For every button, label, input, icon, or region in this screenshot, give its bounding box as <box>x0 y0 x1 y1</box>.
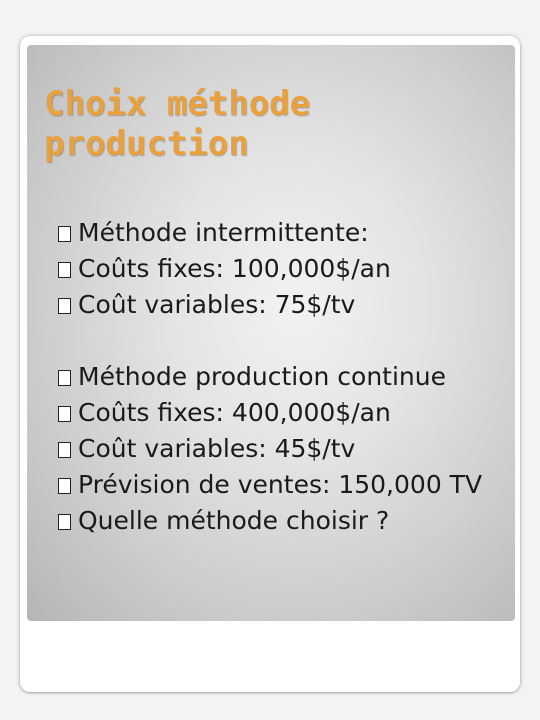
square-bullet-icon <box>58 226 71 242</box>
bullet-text: Coûts fixes: 400,000$/an <box>78 398 391 427</box>
square-bullet-icon <box>58 442 71 458</box>
bullet-text: Coûts fixes: 100,000$/an <box>78 254 391 283</box>
square-bullet-icon <box>58 514 71 530</box>
bullet-item <box>58 431 508 467</box>
bullet-text: Coût variables: 75$/tv <box>78 290 356 319</box>
bullet-item <box>58 503 508 539</box>
bullet-item <box>58 467 508 503</box>
bullet-item <box>58 215 508 251</box>
bullet-text: Prévision de ventes: 150,000 TV <box>78 470 483 499</box>
square-bullet-icon <box>58 478 71 494</box>
square-bullet-icon <box>58 262 71 278</box>
bullet-item <box>58 395 508 431</box>
bullet-text: Coût variables: 45$/tv <box>78 434 356 463</box>
bullet-text: Méthode intermittente: <box>78 218 369 247</box>
bullet-item <box>58 287 508 323</box>
bullet-text: Quelle méthode choisir ? <box>78 506 390 535</box>
square-bullet-icon <box>58 370 71 386</box>
square-bullet-icon <box>58 298 71 314</box>
square-bullet-icon <box>58 406 71 422</box>
bullet-item <box>58 251 508 287</box>
bullet-text: Méthode production continue <box>78 362 446 391</box>
bullet-item <box>58 359 508 395</box>
spacer <box>58 323 508 359</box>
slide-body <box>58 215 508 539</box>
slide-title: Choix méthode production <box>44 84 311 164</box>
